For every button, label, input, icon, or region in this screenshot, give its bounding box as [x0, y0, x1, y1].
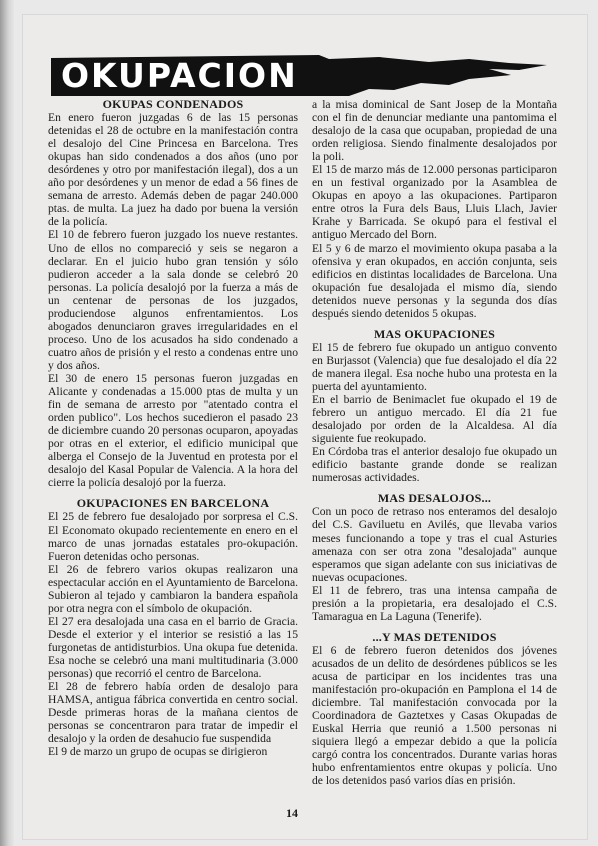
article-paragraph: a la misa dominical de Sant Josep de la Montaña con el fin de denunciar mediante una pantomima el desalojo de la casa que ocupaban, propiedad de una orden religiosa. Siendo finalmente desalojados por la poli.	[312, 98, 557, 164]
article-paragraph: El 9 de marzo un grupo de ocupas se dirigieron	[48, 745, 268, 759]
article-paragraph: El 6 de febrero fueron detenidos dos jóvenes acusados de un delito de desórdenes públicos se les acusa de participar en los incidentes tras una manifestación pro-okupación en Pamplona el 14 de diciembre. Tal manifestación convocada por la Coordinadora de Gaztetxes y Casas Okupadas de Euskal Herria que reunió a 1.500 personas ni siquiera llegó a empezar debido a que la policía cargó contra los concentrados. Durante varias horas hubo enfrentamientos entre okupas y policía. Uno de los detenidos pasó varios días en prisión.	[312, 643, 557, 788]
article-paragraph: El 10 de febrero fueron juzgado los nueve restantes. Uno de ellos no compareció y seis se negaron a declarar. En el juicio hubo gran tensión y sólo pudieron acceder a la sala donde se celebró 20 personas. La policía desalojó por la fuerza a más de un centenar de personas de los juzgados, produciendose algunos enfrentamientos. Los abogados denunciaron graves irregularidades en el proceso. Uno de los acusados ha sido condenado a cuatro años de prisión y el resto a condenas entre uno y dos años.	[48, 228, 298, 372]
left-column	[48, 98, 298, 758]
article-paragraph: El 30 de enero 15 personas fueron juzgadas en Alicante y condenadas a 15.000 ptas de multa y un fin de semana de arresto por "atentado contra el orden publico". Los hechos sucedieron el pasado 23 de diciembre cuando 20 personas ocuparon, apoyadas por otras en el exterior, el edificio municipal que alberga el Consejo de la Juventud en protesta por el desalojo del Kasal Popular de Valencia. A la hora del cierre la policía desalojó por la fuerza.	[48, 371, 298, 490]
article-paragraph: El 27 era desalojada una casa en el barrio de Gracia. Desde el exterior y el interior se resistió a las 15 furgonetas de antidisturbios. Una okupa fue detenida. Esa noche se celebró una mani multitudinaria (3.000 personas) que recorrió el centro de Barcelona.	[48, 614, 298, 681]
section-heading: MAS DESALOJOS...	[377, 491, 492, 506]
article-paragraph: En el barrio de Benimaclet fue okupado el 19 de febrero un antiguo mercado. El día 21 fue desalojado por orden de la Alcaldesa. Al día siguiente fue reokupado.	[312, 393, 557, 446]
article-paragraph: El 11 de febrero, tras una intensa campaña de presión a la propietaria, era desalojado el C.S. Tamaragua en La Laguna (Tenerife).	[312, 583, 557, 623]
article-paragraph: Con un poco de retraso nos enteramos del desalojo del C.S. Gaviluetu en Avilés, que llevaba varios meses funcionando a tope y tras el cual Asturies amenaza con ser otra zona "desalojada" aunque esperamos que sigan adelante con sus iniciativas de nuevas ocupaciones.	[312, 505, 557, 584]
page-number: 14	[286, 806, 298, 820]
article-paragraph: El 15 de febrero fue okupado un antiguo convento en Burjassot (Valencia) que fue desalojado el día 22 de manera ilegal. Esa noche hubo una protesta en la puerta del ayuntamiento.	[312, 340, 557, 393]
article-paragraph: En Córdoba tras el anterior desalojo fue okupado un edificio bastante grande donde se realizan numerosas actividades.	[312, 445, 557, 485]
banner-title: OKUPACION	[61, 56, 298, 95]
section-heading: OKUPAS CONDENADOS	[102, 97, 244, 111]
article-paragraph: El 5 y 6 de marzo el movimiento okupa pasaba a la ofensiva y eran okupados, en acción conjunta, seis edificios en distintas localidades de Barcelona. Una okupación fue desalojada el mismo día, siendo detenidos nueve personas y la segunda dos días después siendo detenidos 5 okupas.	[312, 241, 557, 320]
article-paragraph: El 26 de febrero varios okupas realizaron una espectacular acción en el Ayuntamiento de Barcelona. Subieron al tejado y cambiaron la bandera española por otra negra con el símbolo de okupación.	[48, 562, 298, 615]
right-column	[312, 98, 557, 787]
binding-fold-shadow	[0, 0, 14, 846]
section-heading: MAS OKUPACIONES	[373, 326, 496, 341]
article-paragraph: El 28 de febrero había orden de desalojo para HAMSA, antigua fábrica convertida en centro social. Desde primeras horas de la mañana cientos de personas se concentraron para tratar de impedir el desalojo y la orden de desahucio fue suspendida	[48, 680, 298, 746]
section-heading: ...Y MAS DETENIDOS	[372, 629, 497, 644]
section-heading: OKUPACIONES EN BARCELONA	[76, 496, 270, 511]
article-paragraph: El 15 de marzo más de 12.000 personas participaron en un festival organizado por la Asamblea de Okupas en apoyo a las okupaciones. Partiparon entre otros la Fura dels Baus, Lluis Llach, Javier Krahe y Barricada. Se okupó para el festival el antiguo Mercado del Born.	[312, 163, 557, 242]
section-banner	[49, 55, 549, 97]
article-paragraph: En enero fueron juzgadas 6 de las 15 personas detenidas el 28 de octubre en la manifestación contra el desalojo del Cine Princesa en Barcelona. Tres okupas han sido condenados a dos años (uno por desórdenes y otro por manifestación ilegal), dos a un año por desórdenes y un menor de edad a 56 fines de semana de arresto. Además deben de pagar 240.000 ptas. de multa. La juez ha dado por buena la versión de la policía.	[48, 111, 298, 229]
article-paragraph: El 25 de febrero fue desalojado por sorpresa el C.S. El Economato okupado recientemente en enero en el marco de unas jornadas estatales pro-okupación. Fueron detenidas ocho personas.	[48, 510, 298, 563]
